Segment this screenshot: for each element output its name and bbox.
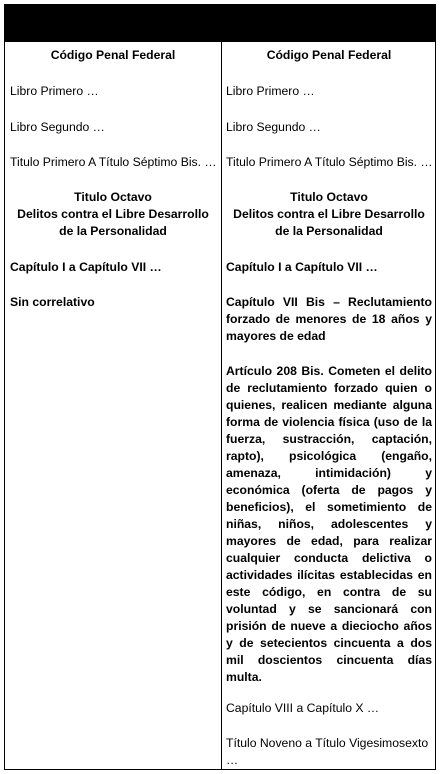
left-titles-range: Titulo Primero A Título Séptimo Bis. …: [10, 155, 217, 169]
left-title-8: Titulo Octavo: [74, 190, 152, 204]
right-titles-range: Titulo Primero A Título Séptimo Bis. …: [226, 155, 433, 169]
left-chapters: Capítulo I a Capítulo VII …: [10, 260, 162, 274]
left-no-correlative: Sin correlativo: [10, 295, 95, 309]
right-article-208-bis: Artículo 208 Bis. Cometen el delito de reclutamiento forzado quien o quienes, realicen mediante alguna forma de violencia física (uso de la fuerza, sustracción, captación, rapto), psicológica (engaño, amenaza, intimidación) y económica (oferta de pagos y beneficios), el sometimiento de niñas, niños, adolescentes y mayores de edad, para realizar cualquier conducta delictiva o actividades ilícitas establecidas en este código, en contra de su voluntad y se sancionará con prisión de nueve a dieciocho años y de setecientos cincuenta a dos mil doscientos cincuenta días multa.: [226, 364, 432, 684]
right-column: [226, 42, 432, 769]
left-column: [10, 42, 216, 769]
column-divider: [221, 42, 222, 769]
right-titles-rest: Título Noveno a Título Vigesimosexto …: [226, 736, 429, 767]
table-header-bar: [5, 5, 435, 42]
right-chapters: Capítulo I a Capítulo VII …: [226, 260, 378, 274]
right-book-2: Libro Segundo …: [226, 120, 321, 134]
comparison-table: [4, 4, 436, 770]
right-title-8-name: Delitos contra el Libre Desarrollo de la Personalidad: [233, 207, 425, 238]
left-book-1: Libro Primero …: [10, 84, 99, 98]
right-title-8: Titulo Octavo: [290, 190, 368, 204]
left-code-title: Código Penal Federal: [50, 48, 176, 62]
right-chapter-vii-bis: Capítulo VII Bis – Reclutamiento forzado de menores de 18 años y mayores de edad: [226, 295, 432, 343]
left-title-8-name: Delitos contra el Libre Desarrollo de la Personalidad: [17, 207, 209, 238]
right-code-title: Código Penal Federal: [266, 48, 392, 62]
right-chapters-viii-x: Capítulo VIII a Capítulo X …: [226, 701, 380, 715]
right-book-1: Libro Primero …: [226, 84, 315, 98]
left-book-2: Libro Segundo …: [10, 120, 105, 134]
